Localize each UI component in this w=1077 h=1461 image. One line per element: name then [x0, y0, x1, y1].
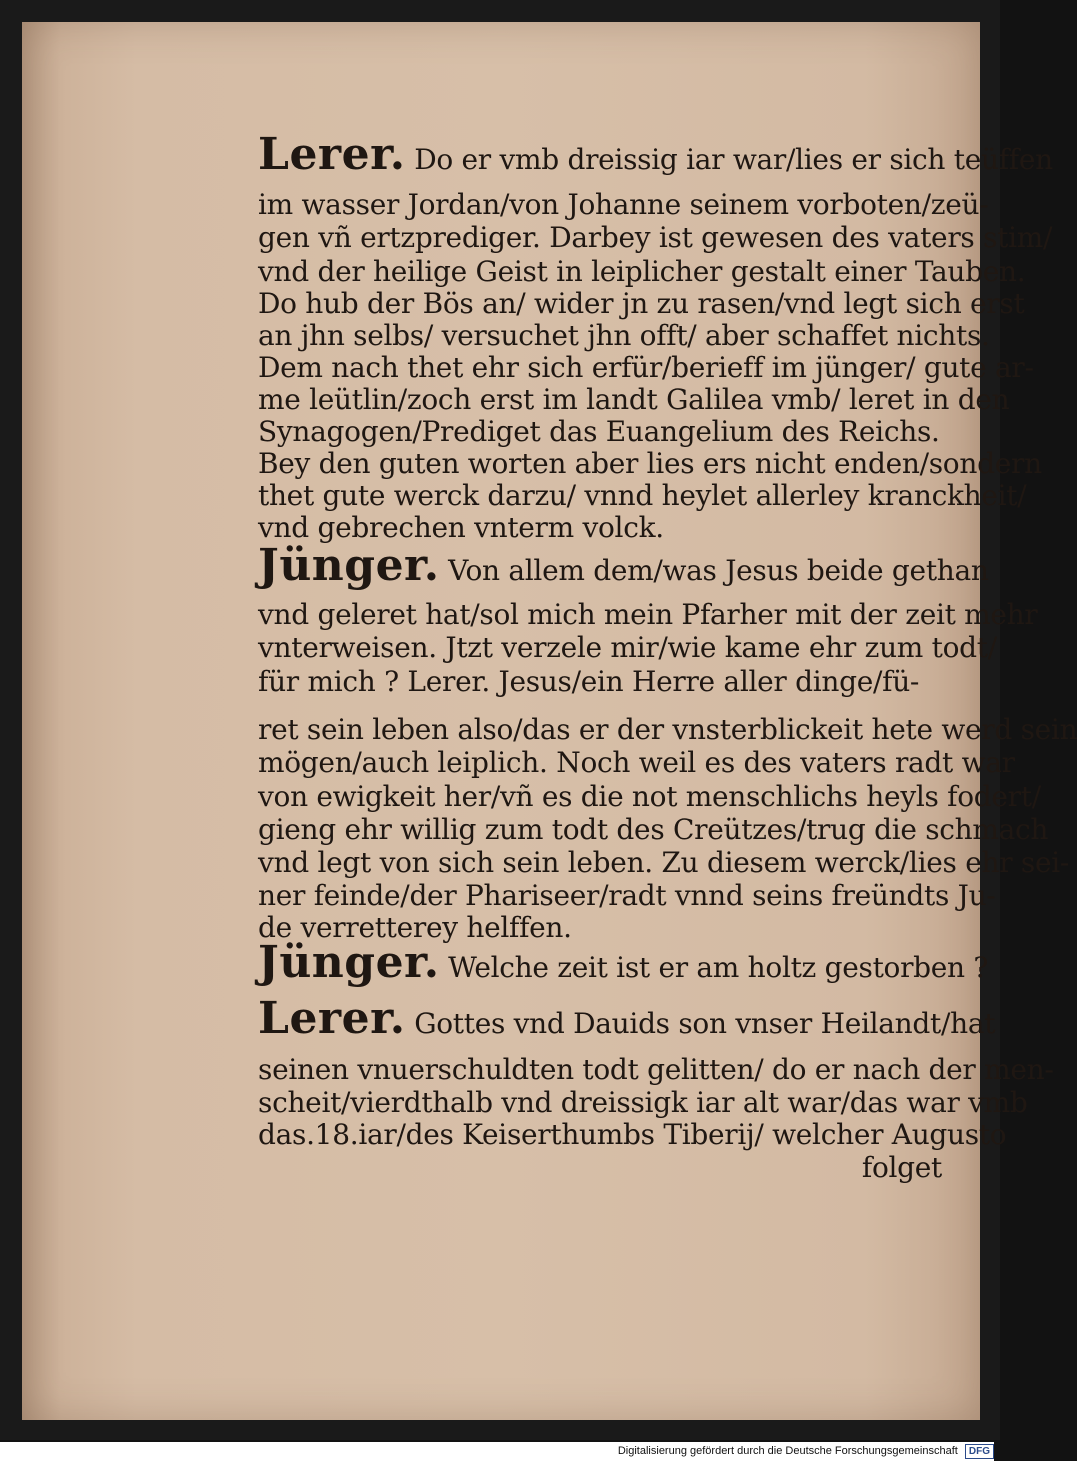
- speaker-label: Jünger.: [258, 540, 440, 591]
- line-text: Von allem dem/was Jesus beide gethan: [448, 554, 989, 587]
- text-line: [258, 878, 996, 914]
- text-line: [258, 597, 1038, 633]
- text-line: [258, 1150, 942, 1186]
- line-text: das.18.iar/des Keiserthumbs Tiberij/ welcher Augusto: [258, 1118, 1007, 1151]
- text-line: [258, 286, 1025, 322]
- line-text: Do er vmb dreissig iar war/lies er sich teüffen: [414, 143, 1053, 176]
- text-line: [258, 187, 989, 223]
- text-line: [258, 478, 1027, 514]
- line-text: vnd der heilige Geist in leiplicher gestalt einer Tauben.: [258, 255, 1026, 288]
- text-line: [258, 414, 942, 450]
- line-text: mögen/auch leiplich. Noch weil es des vaters radt war: [258, 746, 1015, 779]
- text-line: [258, 350, 1034, 386]
- line-text: vnd geleret hat/sol mich mein Pfarher mit der zeit mehr: [258, 598, 1038, 631]
- line-text: im wasser Jordan/von Johanne seinem vorboten/zeü-: [258, 188, 989, 221]
- text-line: [258, 993, 996, 1044]
- line-text: de verretterey helffen.: [258, 911, 572, 944]
- text-line: [258, 1085, 1028, 1121]
- speaker-label: Lerer.: [258, 993, 406, 1044]
- line-text: seinen vnuerschuldten todt gelitten/ do er nach der men-: [258, 1053, 1054, 1086]
- line-text: scheit/vierdthalb vnd dreissigk iar alt war/das war vmb: [258, 1086, 1028, 1119]
- line-text: Welche zeit ist er am holtz gestorben ?: [448, 951, 989, 984]
- line-text: folget: [861, 1151, 942, 1184]
- line-text: Do hub der Bös an/ wider jn zu rasen/vnd legt sich erst: [258, 287, 1025, 320]
- text-line: [258, 745, 1015, 781]
- text-line: [258, 845, 1070, 881]
- speaker-label: Jünger.: [258, 937, 440, 988]
- text-line: [258, 812, 1049, 848]
- line-text: vnd legt von sich sein leben. Zu diesem werck/lies ehr sei-: [258, 846, 1070, 879]
- speaker-label: Lerer.: [258, 129, 406, 180]
- text-line: [258, 129, 1053, 180]
- line-text: gen vñ ertzprediger. Darbey ist gewesen des vaters stim/: [258, 221, 1053, 254]
- line-text: gieng ehr willig zum todt des Creützes/trug die schmach: [258, 813, 1049, 846]
- text-line: [258, 540, 989, 591]
- text-line: [258, 318, 990, 354]
- line-text: me leütlin/zoch erst im landt Galilea vmb/ leret in den: [258, 383, 1010, 416]
- text-line: [258, 664, 942, 700]
- text-line: [258, 1117, 1007, 1153]
- line-text: von ewigkeit her/vñ es die not menschlichs heyls fodert/: [258, 780, 1041, 813]
- line-text: vnd gebrechen vnterm volck.: [258, 511, 664, 544]
- line-text: ner feinde/der Phariseer/radt vnnd seins freündts Ju-: [258, 879, 996, 912]
- line-text: vnterweisen. Jtzt verzele mir/wie kame ehr zum todt/: [258, 631, 997, 664]
- line-text: ret sein leben also/das er der vnsterblickeit hete werd sein: [258, 713, 1077, 746]
- footer-text: Digitalisierung gefördert durch die Deutsche Forschungsgemeinschaft: [617, 1445, 958, 1457]
- line-text: Gottes vnd Dauids son vnser Heilandt/hat: [414, 1007, 996, 1040]
- text-line: [258, 779, 1041, 815]
- line-text: Bey den guten worten aber lies ers nicht enden/sondern: [258, 447, 1042, 480]
- line-text: Synagogen/Prediget das Euangelium des Reichs.: [258, 415, 940, 448]
- line-text: für mich ? Lerer. Jesus/ein Herre aller dinge/fü-: [258, 665, 920, 698]
- footer-credit: [0, 1442, 994, 1461]
- dfg-logo: DFG: [965, 1444, 994, 1459]
- text-line: [258, 254, 1026, 290]
- text-line: [258, 937, 989, 988]
- line-text: an jhn selbs/ versuchet jhn offt/ aber schaffet nichts.: [258, 319, 990, 352]
- line-text: thet gute werck darzu/ vnnd heylet allerley kranckheit/: [258, 479, 1027, 512]
- text-line: [258, 712, 1077, 748]
- text-line: [258, 382, 1010, 418]
- text-line: [258, 630, 997, 666]
- line-text: Dem nach thet ehr sich erfür/berieff im jünger/ gute ar-: [258, 351, 1034, 384]
- text-line: [258, 220, 1053, 256]
- text-line: [258, 446, 1042, 482]
- text-line: [258, 1052, 1054, 1088]
